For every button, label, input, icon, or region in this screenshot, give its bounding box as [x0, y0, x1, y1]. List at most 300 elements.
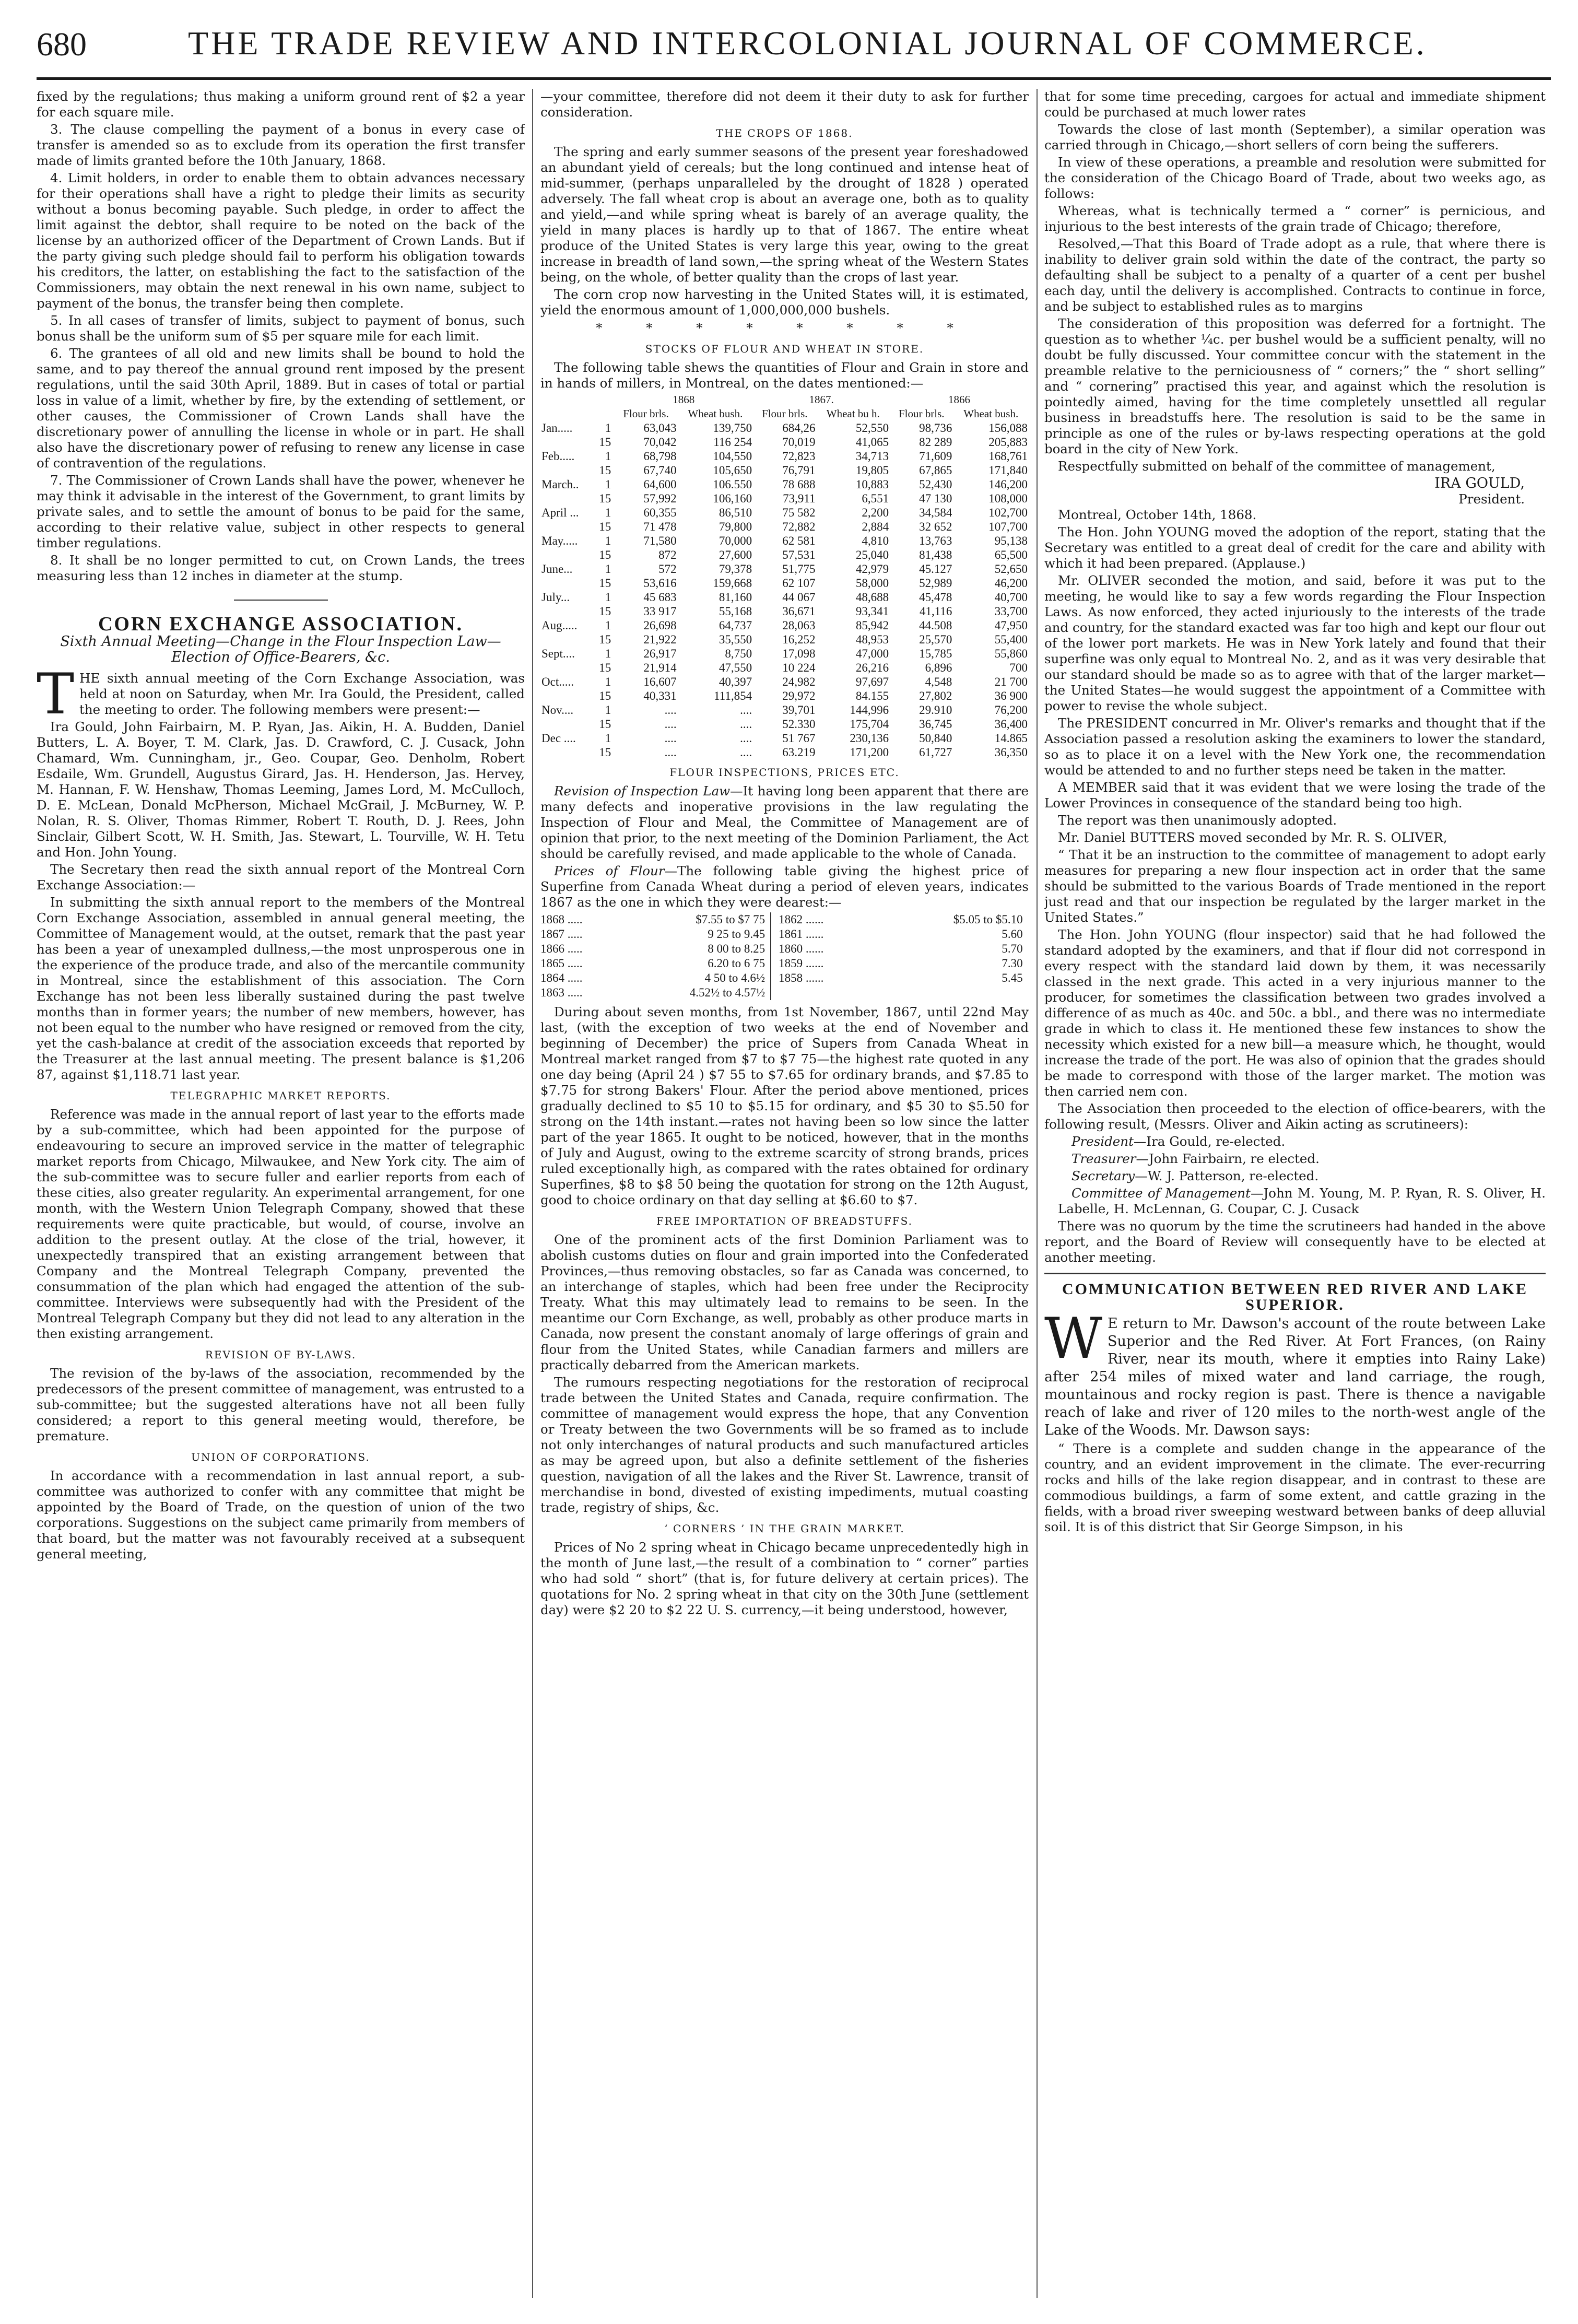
month-cell: March.. — [541, 478, 579, 491]
month-cell: Dec .... — [541, 732, 576, 745]
month-cell: Feb..... — [541, 450, 575, 463]
value-cell: .... — [664, 718, 677, 731]
month-cell: Nov.... — [541, 703, 574, 717]
price-row: 1867 ..... 9 25 to 9.45 — [540, 928, 766, 941]
year-header: 1867. — [809, 393, 834, 406]
value-cell: 98,736 — [919, 421, 952, 435]
value-cell: 45,478 — [919, 591, 952, 604]
value-cell: 44 067 — [782, 591, 816, 604]
day-cell: 15 — [599, 548, 611, 561]
value-cell: 40,700 — [994, 591, 1028, 604]
month-cell: July... — [541, 591, 570, 604]
unit-header: Flour brls. — [623, 407, 669, 420]
price-row: 1860 ...... 5.70 — [779, 942, 1023, 955]
price-row: 1865 ..... 6.20 to 6 75 — [540, 957, 766, 970]
paragraph: In accordance with a recommendation in last annual report, a sub-committee was authorized to confer with any committee that might be appointed by the Board of Trade, on the question of union of the two corporations. Suggestions on the subject came primarily from members of that board, but the matter was not favourably received at a subsequent general meeting, — [37, 1468, 525, 1562]
value-cell: 10,883 — [855, 478, 889, 491]
value-cell: 78 688 — [782, 478, 816, 491]
paragraph: The Hon. John YOUNG moved the adoption of the report, stating that the Secretary was entitled to a great deal of credit for the care and ability with which it had been prepared. (Applause.) — [1044, 524, 1546, 571]
value-cell: 40,397 — [719, 675, 752, 688]
signature-title: President. — [1458, 491, 1525, 507]
table-year-row — [540, 393, 1029, 407]
unit-header: Wheat bush. — [688, 407, 743, 420]
value-cell: 146,200 — [988, 478, 1028, 491]
value-cell: 42,979 — [855, 562, 889, 576]
day-cell: 1 — [605, 562, 611, 576]
day-cell: 1 — [605, 619, 611, 632]
paragraph: 7. The Commissioner of Crown Lands shall have the power, whenever he may think it advisable in the interest of the Government, to grant limits by private sales, and to settle the amount of bonus to be paid for the same, according to their relative value, subject in other respects to general timber regulations. — [37, 473, 525, 550]
value-cell: 104,550 — [713, 450, 752, 463]
table-row — [540, 632, 1029, 647]
value-cell: 63,043 — [643, 421, 677, 435]
unit-header: Wheat bush. — [963, 407, 1019, 420]
day-cell: 1 — [605, 450, 611, 463]
value-cell: .... — [664, 746, 677, 759]
value-cell: 102,700 — [988, 506, 1028, 519]
year-header: 1866 — [948, 393, 971, 406]
value-cell: 47,550 — [719, 661, 752, 674]
table-row — [540, 534, 1029, 548]
prices-left-column — [540, 912, 771, 1000]
day-cell: 1 — [605, 591, 611, 604]
paragraph: “ There is a complete and sudden change in the appearance of the country, and an evident improvement in the climate. The ever-recurring rocks and hills of the lake region disappear, and in contrast to these are commodious buildings, a farm of some extent, and cattle grazing in the fields, with a broad river sweeping westward between banks of deep alluvial soil. It is of this district that Sir George Simpson, in his — [1044, 1441, 1546, 1534]
value-cell: 72,882 — [782, 520, 816, 533]
value-cell: 45.127 — [919, 562, 952, 576]
table-row — [540, 491, 1029, 506]
value-cell: 6,896 — [925, 661, 952, 674]
month-cell — [540, 435, 593, 449]
value-cell: 4,810 — [862, 534, 889, 547]
value-cell: 15,785 — [919, 647, 952, 660]
value-cell: 24,982 — [782, 675, 816, 688]
price-row: 1868 ..... $7.55 to $7 75 — [540, 913, 766, 926]
value-cell: 76,791 — [782, 464, 816, 477]
value-cell: 700 — [1009, 661, 1028, 674]
month-cell: June... — [541, 562, 573, 576]
paragraph: Whereas, what is technically termed a “ corner” is pernicious, and injurious to the best interests of the grain trade of Chicago; therefore, — [1044, 203, 1546, 234]
paragraph: Montreal, October 14th, 1868. — [1058, 507, 1257, 522]
paragraph: In submitting the sixth annual report to the members of the Montreal Corn Exchange Association, assembled in annual general meeting, the Committee of Management would, at the outset, remark that the past year has been a year of unexampled dullness,—the most unprosperous one in the experience of the produce trade, and also of the mercantile community in Montreal, since the establishment of this association. The Corn Exchange has not been less liberally sustained during the past twelve months than in former years; the number of new members, however, has not been equal to the number who have resigned or removed from the city, yet the cash-balance at credit of the association exceeds that reported by the Treasurer at the last annual meeting. The present balance is $1,206 87, against $1,118.71 last year. — [37, 895, 525, 1082]
month-cell: April ... — [541, 506, 579, 519]
paragraph: The revision of the by-laws of the association, recommended by the predecessors of the present committee of management, was entrusted to a sub-committee; but the suggested alterations have not all been fully considered; a report to this general meeting would, therefore, be premature. — [37, 1366, 525, 1443]
value-cell: 39,701 — [782, 703, 816, 717]
table-row — [540, 562, 1029, 576]
value-cell: 26,216 — [855, 661, 889, 674]
table-row — [540, 463, 1029, 477]
value-cell: 62 581 — [782, 534, 816, 547]
value-cell: 16,252 — [782, 633, 816, 646]
day-cell: 15 — [599, 436, 611, 449]
value-cell: 53,616 — [643, 577, 677, 590]
article-title: CORN EXCHANGE ASSOCIATION. — [98, 613, 464, 635]
section-heading: FREE IMPORTATION OF BREADSTUFFS. — [656, 1215, 913, 1227]
value-cell: 34,584 — [919, 506, 952, 519]
value-cell: 106,160 — [713, 492, 752, 505]
value-cell: 64,737 — [719, 619, 752, 632]
month-cell — [540, 576, 593, 590]
day-cell: 1 — [605, 421, 611, 435]
value-cell: 28,063 — [782, 619, 816, 632]
value-cell: 41,065 — [855, 436, 889, 449]
value-cell: 70,042 — [643, 436, 677, 449]
value-cell: 52,650 — [994, 562, 1028, 576]
table-row — [540, 604, 1029, 618]
paragraph: “ That it be an instruction to the committee of management to adopt early measures for preparing a new flour inspection act in order that the same should be submitted to the various Boards of Trade mentioned in the report just read and that our inspection be regulated by the larger market in the United States.” — [1044, 847, 1546, 925]
value-cell: 50,840 — [919, 732, 952, 745]
value-cell: 105,650 — [713, 464, 752, 477]
officer-line: Secretary—W. J. Patterson, re-elected. — [1071, 1168, 1319, 1183]
paragraph: 4. Limit holders, in order to enable them to obtain advances necessary for their operations shall have a right to pledge their limits as security without a bonus becoming payable. Such pledge, in order to affect the limit against the debtor, shall require to be noted on the back of the license by an authorized officer of the Department of Crown Lands. But if the party giving such pledge should fail to perform his obligation towards his creditors, the latter, on establishing the fact to the satisfaction of the Commissioners, may obtain the next renewal in his own name, subject to payment of the bonus, the transfer being then complete. — [37, 170, 525, 311]
column-3 — [1044, 89, 1546, 2303]
section-heading: STOCKS OF FLOUR AND WHEAT IN STORE. — [645, 343, 924, 355]
value-cell: 27,802 — [919, 689, 952, 702]
month-cell: May..... — [541, 534, 578, 547]
day-cell: 15 — [599, 605, 611, 618]
paragraph: Prices of No 2 spring wheat in Chicago became unprecedentedly high in the month of June last,—the result of a combination to “ corner” parties who had sold “ short” (that is, for future delivery at certain prices). The quotations for No. 2 spring wheat in that city on the 30th June (settlement day) were $2 20 to $2 22 U. S. currency,—it being understood, however, — [540, 1540, 1029, 1617]
value-cell: 139,750 — [713, 421, 752, 435]
value-cell: 86,510 — [719, 506, 752, 519]
table-row — [540, 590, 1029, 604]
officer-line: President—Ira Gould, re-elected. — [1071, 1134, 1286, 1149]
paragraph: Respectfully submitted on behalf of the committee of management, — [1058, 459, 1495, 474]
value-cell: 45 683 — [643, 591, 677, 604]
value-cell: 29,972 — [782, 689, 816, 702]
value-cell: 572 — [658, 562, 677, 576]
paragraph: 3. The clause compelling the payment of a bonus in every case of transfer is amended so as to exclude from its operation the first transfer made of limits granted before the 10th January, 1868. — [37, 122, 525, 168]
value-cell: 8,750 — [725, 647, 752, 660]
page-header — [37, 15, 1551, 80]
value-cell: 44.508 — [919, 619, 952, 632]
section-heading: THE CROPS OF 1868. — [716, 127, 853, 139]
value-cell: 51 767 — [782, 732, 816, 745]
paragraph: fixed by the regulations; thus making a uniform ground rent of $2 a year for each square mile. — [37, 89, 525, 120]
paragraph: A MEMBER said that it was evident that we were losing the trade of the Lower Provinces in consequence of the standard being too high. — [1044, 780, 1546, 811]
value-cell: 81,160 — [719, 591, 752, 604]
value-cell: 57,992 — [643, 492, 677, 505]
day-cell: 15 — [599, 633, 611, 646]
day-cell: 15 — [599, 689, 611, 702]
prices-right-column — [771, 912, 1023, 1000]
value-cell: 71,609 — [919, 450, 952, 463]
drop-cap: W — [1044, 1306, 1103, 1371]
value-cell: 2,884 — [862, 520, 889, 533]
value-cell: 65,500 — [994, 548, 1028, 561]
month-cell — [540, 661, 593, 675]
value-cell: 51,775 — [782, 562, 816, 576]
value-cell: .... — [740, 718, 752, 731]
month-cell: Aug..... — [541, 619, 578, 632]
value-cell: 108,000 — [988, 492, 1028, 505]
table-row — [540, 647, 1029, 661]
article-title: COMMUNICATION BETWEEN RED RIVER AND LAKE SUPERIOR. — [1062, 1281, 1528, 1313]
price-row: 1863 ..... 4.52½ to 4.57½ — [540, 986, 766, 999]
value-cell: 47,000 — [855, 647, 889, 660]
column-1 — [37, 89, 525, 2303]
article-subtitle: Sixth Annual Meeting—Change in the Flour Inspection Law—Election of Office-Bearers, &c. — [60, 633, 501, 665]
paragraph: Mr. Daniel BUTTERS moved seconded by Mr. R. S. OLIVER, — [1058, 830, 1447, 845]
month-cell — [540, 745, 593, 759]
value-cell: 36,671 — [782, 605, 816, 618]
section-heading: FLOUR INSPECTIONS, PRICES ETC. — [669, 766, 900, 779]
table-row — [540, 618, 1029, 632]
value-cell: 33 917 — [643, 605, 677, 618]
unit-header: Wheat bu h. — [826, 407, 880, 420]
month-cell: Jan..... — [541, 421, 573, 435]
value-cell: 81,438 — [919, 548, 952, 561]
value-cell: 25,570 — [919, 633, 952, 646]
table-unit-row — [540, 407, 1029, 421]
table-row — [540, 675, 1029, 689]
value-cell: 61,727 — [919, 746, 952, 759]
value-cell: 41,116 — [920, 605, 952, 618]
value-cell: 111,854 — [714, 689, 752, 702]
column-2 — [540, 89, 1029, 2303]
value-cell: 58,000 — [855, 577, 889, 590]
value-cell: 57,531 — [782, 548, 816, 561]
value-cell: 116 254 — [713, 436, 752, 449]
month-cell — [540, 689, 593, 703]
value-cell: 52,989 — [919, 577, 952, 590]
paragraph: The Association then proceeded to the election of office-bearers, with the following result, (Messrs. Oliver and Aikin acting as scrutineers): — [1044, 1101, 1546, 1132]
day-cell: 1 — [605, 675, 611, 688]
value-cell: .... — [740, 746, 752, 759]
value-cell: 62 107 — [782, 577, 816, 590]
paragraph: 6. The grantees of all old and new limits shall be bound to hold the same, and to pay thereof the annual ground rent imposed by the present regulations, until the said 30th April, 1889. But in cases of total or partial loss in value of a limit, whether by fire, by the extending of settlement, or other causes, the Commissioner of Crown Lands shall have the discretionary power of annulling the license in whole or in part. He shall also have the discretionary power of refusing to renew any license in case of contravention of the regulations. — [37, 346, 525, 471]
paragraph: The PRESIDENT concurred in Mr. Oliver's remarks and thought that if the Association passed a resolution asking the examiners to lower the standard, so as to place it on a level with the New York one, the recommendation would be attended to and no further steps need be taken in the matter. — [1044, 715, 1546, 778]
paragraph: There was no quorum by the time the scrutineers had handed in the above report, and the Board of Review will consequently have to be elected at another meeting. — [1044, 1218, 1546, 1265]
value-cell: 171,840 — [988, 464, 1028, 477]
table-row — [540, 477, 1029, 491]
table-row — [540, 435, 1029, 449]
value-cell: 19,805 — [855, 464, 889, 477]
year-header: 1868 — [673, 393, 695, 406]
value-cell: 21 700 — [994, 675, 1028, 688]
value-cell: .... — [664, 732, 677, 745]
table-row — [540, 689, 1029, 703]
value-cell: 71 478 — [643, 520, 677, 533]
day-cell: 15 — [599, 492, 611, 505]
value-cell: 75 582 — [782, 506, 816, 519]
value-cell: 144,996 — [850, 703, 889, 717]
value-cell: 36,745 — [919, 718, 952, 731]
value-cell: 26,917 — [643, 647, 677, 660]
day-cell: 1 — [605, 647, 611, 660]
paragraph: The consideration of this proposition was deferred for a fortnight. The question as to whether ¼c. per bushel would be a sufficient penalty, will no doubt be fully discussed. Your committee concur with the statement in the preamble relative to the perniciousness of “ corners;” the “ short selling” and “ cornering” practised this year, and against which the resolution is pointedly aimed, having for the time completely unsettled all regular business in breadstuffs here. The resolution is said to be the same in principle as one of the rules or by-laws respecting operations at the gold board in the city of New York. — [1044, 316, 1546, 456]
asterisk-divider: * * * * * * * * — [596, 320, 973, 335]
value-cell: 684,26 — [782, 421, 816, 435]
value-cell: 40,331 — [643, 689, 677, 702]
month-cell — [540, 520, 593, 534]
value-cell: 71,580 — [643, 534, 677, 547]
paragraph: 5. In all cases of transfer of limits, subject to payment of bonus, such bonus shall be the uniform sum of $5 per square mile for each limit. — [37, 313, 525, 344]
table-row — [540, 703, 1029, 717]
intro-paragraph: W E return to Mr. Dawson's account of the route between Lake Superior and the Red River. At Fort Frances, (on Rainy River, near its mouth, where it empties into Rainy Lake) after 254 miles of mixed water and land carriage, the rough, mountainous and rocky region is past. There is thence a navigable reach of lake and river of 120 miles to the north-west angle of the Lake of the Woods. Mr. Dawson says: — [1044, 1306, 1546, 1438]
value-cell: 36 900 — [994, 689, 1028, 702]
column-divider — [1037, 89, 1038, 2298]
month-cell — [540, 463, 593, 477]
value-cell: 60,355 — [643, 506, 677, 519]
paragraph: The corn crop now harvesting in the United States will, it is estimated, yield the enormous amount of 1,000,000,000 bushels. — [540, 287, 1029, 318]
day-cell: 1 — [605, 703, 611, 717]
value-cell: 76,200 — [994, 703, 1028, 717]
value-cell: 159,668 — [713, 577, 752, 590]
value-cell: 64,600 — [643, 478, 677, 491]
unit-header: Flour brls. — [898, 407, 945, 420]
paragraph: The spring and early summer seasons of the present year foreshadowed an abundant yield of cereals; but the long continued and intense heat of mid-summer, (perhaps unparalleled by the drought of 1828 ) operated adversely. The fall wheat crop is about an average one, both as to quality and yield,—and while spring wheat is barely of an average quality, the yield in many places is hardly up to that of 1867. The entire wheat produce of the United States is very large this year, owing to the great increase in breadth of land sown,—the spring wheat of the Western States being, on the whole, of better quality than the crops of last year. — [540, 144, 1029, 285]
intro-paragraph: THE sixth annual meeting of the Corn Exchange Association, was held at noon on Saturday, when Mr. Ira Gould, the President, called the meeting to order. The following members were present:— — [37, 662, 525, 727]
paragraph: Reference was made in the annual report of last year to the efforts made by a sub-committee, which had been appointed for the purpose of endeavouring to secure an improved service in the matter of telegraphic market reports from Chicago, Milwaukee, and New York city. The aim of the sub-committee was to secure fuller and earlier reports from each of these cities, also greater regularity. An experimental arrangement, for one month, with the Western Union Telegraph Company, showed that these requirements were quite practicable, but would, of course, involve an addition to the present outlay. At the close of the trial, however, it unexpectedly transpired that an existing arrangement between that Company and the Montreal Telegraph Company, prevented the consummation of the plan which had engaged the attention of the sub-committee. Interviews were subsequently had with the President of the Montreal Telegraph Company but they did not lead to any alteration in the then existing arrangement. — [37, 1107, 525, 1341]
paragraph: The following table shews the quantities of Flour and Grain in store and in hands of millers, in Montreal, on the dates mentioned:— — [540, 360, 1029, 391]
table-row — [540, 449, 1029, 463]
value-cell: 29.910 — [919, 703, 952, 717]
value-cell: 55,860 — [994, 647, 1028, 660]
value-cell: 168,761 — [988, 450, 1028, 463]
value-cell: 52,550 — [855, 421, 889, 435]
value-cell: 48,953 — [855, 633, 889, 646]
table-row — [540, 717, 1029, 731]
month-cell — [540, 548, 593, 562]
value-cell: 84.155 — [855, 689, 889, 702]
value-cell: 48,688 — [855, 591, 889, 604]
value-cell: 33,700 — [994, 605, 1028, 618]
price-row: 1861 ...... 5.60 — [779, 928, 1023, 941]
value-cell: 73,911 — [783, 492, 816, 505]
value-cell: 67,865 — [919, 464, 952, 477]
paragraph: Mr. OLIVER seconded the motion, and said, before it was put to the meeting, he would like to say a few words regarding the Flour Inspection Laws. As now enforced, they acted injuriously to the interests of the trade and country, for the standard exacted was far too high and kept our flour out of the lower port markets. He was in New York lately and found that their superfine was only equal to Montreal No. 2, and as it was very desirable that our standard should be made so as to agree with that of the larger market—the United States—he would suggest the appointment of a Committee with power to revise the whole subject. — [1044, 573, 1546, 713]
paragraph: The rumours respecting negotiations for the restoration of reciprocal trade between the United States and Canada, require confirmation. The committee of management would express the hope, that any Convention or Treaty between the two Governments will be so framed as to include not only interchanges of natural products and such manufactured articles as may be agreed upon, but also a definite settlement of the fisheries question, navigation of all the lakes and the River St. Lawrence, transit of merchandise in bond, divested of existing impediments, mutual coasting trade, registry of ships, &c. — [540, 1375, 1029, 1515]
month-cell — [540, 717, 593, 731]
page-number: 680 — [37, 26, 87, 63]
price-row: 1859 ...... 7.30 — [779, 957, 1023, 970]
paragraph: 8. It shall be no longer permitted to cut, on Crown Lands, the trees measuring less than 12 inches in diameter at the stump. — [37, 553, 525, 583]
value-cell: 47 130 — [919, 492, 952, 505]
value-cell: 67,740 — [643, 464, 677, 477]
day-cell: 15 — [599, 520, 611, 533]
paragraph: Prices of Flour—The following table giving the highest price of Superfine from Canada Wheat during a period of eleven years, indicates 1867 as the one in which they were dearest:— — [540, 863, 1029, 910]
unit-header: Flour brls. — [762, 407, 808, 420]
value-cell: 46,200 — [994, 577, 1028, 590]
value-cell: 63.219 — [782, 746, 816, 759]
value-cell: 17,098 — [782, 647, 816, 660]
value-cell: 6,551 — [862, 492, 889, 505]
drop-cap: T — [37, 662, 75, 727]
value-cell: 175,704 — [850, 718, 889, 731]
section-heading: TELEGRAPHIC MARKET REPORTS. — [170, 1089, 391, 1102]
month-cell: Sept.... — [541, 647, 575, 660]
day-cell: 1 — [605, 534, 611, 547]
day-cell: 15 — [599, 746, 611, 759]
journal-title: THE TRADE REVIEW AND INTERCOLONIAL JOURNAL OF COMMERCE. — [188, 25, 1427, 62]
officer-line: Treasurer—John Fairbairn, re elected. — [1071, 1151, 1320, 1166]
price-row: 1866 ..... 8 00 to 8.25 — [540, 942, 766, 955]
day-cell: 1 — [605, 478, 611, 491]
value-cell: 25,040 — [855, 548, 889, 561]
value-cell: 21,922 — [643, 633, 677, 646]
price-row: 1858 ...... 5.45 — [779, 971, 1023, 984]
paragraph: During about seven months, from 1st November, 1867, until 22nd May last, (with the exception of two weeks at the end of November and beginning of December) the price of Supers from Canada Wheat in Montreal market ranged from $7 to $7 75—the highest rate quoted in any one day being (April 24 ) $7 55 to $7.65 for ordinary brands, and $7.85 to $7.75 for strong Bakers' Flour. After the period above mentioned, prices gradually declined to $5 10 to $5.15 for ordinary, and $5 30 to $5.50 for strong on the 14th instant.—rates not having been so low since the latter part of the year 1865. It ought to be noticed, however, that in the months of July and August, owing to the extreme scarcity of strong brands, prices ruled exceptionally high, as compared with the rates obtained for ordinary Superfines, $8 to $8 50 being the quotation for strong on the 12th August, good to choice ordinary on that day selling at $6.60 to $7. — [540, 1004, 1029, 1207]
value-cell: 52,430 — [919, 478, 952, 491]
section-heading: UNION OF CORPORATIONS. — [191, 1451, 370, 1463]
paragraph: In view of these operations, a preamble and resolution were submitted for the consideration of the Chicago Board of Trade, about two weeks ago, as follows: — [1044, 155, 1546, 201]
flour-prices-table — [540, 912, 1029, 1000]
paragraph: One of the prominent acts of the first Dominion Parliament was to abolish customs duties on flour and grain imported into the Confederated Provinces,—thus removing obstacles, so far as Canada was concerned, to an interchange of staples, which had been free under the Reciprocity Treaty. What this may ultimately lead to remains to be seen. In the meantime our Corn Exchange, as well, probably as other produce marts in Canada, now present the constant anomaly of large offerings of grain and flour from the United States, while Canadian farmers and millers are practically debarred from the American markets. — [540, 1232, 1029, 1372]
value-cell: 36,350 — [994, 746, 1028, 759]
paragraph: that for some time preceding, cargoes for actual and immediate shipment could be purchased at much lower rates — [1044, 89, 1546, 120]
value-cell: 10 224 — [782, 661, 816, 674]
value-cell: 21,914 — [643, 661, 677, 674]
value-cell: 2,200 — [862, 506, 889, 519]
price-row: 1862 ...... $5.05 to $5.10 — [779, 913, 1023, 926]
value-cell: 55,168 — [719, 605, 752, 618]
table-row — [540, 506, 1029, 520]
value-cell: 52.330 — [782, 718, 816, 731]
day-cell: 1 — [605, 506, 611, 519]
value-cell: 79,378 — [719, 562, 752, 576]
section-separator — [234, 600, 328, 601]
paragraph: —your committee, therefore did not deem it their duty to ask for further consideration. — [540, 89, 1029, 120]
value-cell: 47,950 — [994, 619, 1028, 632]
table-row — [540, 745, 1029, 759]
value-cell: 205,883 — [988, 436, 1028, 449]
price-row: 1864 ..... 4 50 to 4.6½ — [540, 971, 766, 984]
day-cell: 15 — [599, 464, 611, 477]
value-cell: 95,138 — [994, 534, 1028, 547]
members-list: Ira Gould, John Fairbairn, M. P. Ryan, Jas. Aikin, H. A. Budden, Daniel Butters, L. A. Boyer, T. M. Clark, Jas. D. Crawford, C. J. Cusack, John Chamard, Wm. Cunningham, jr., Geo. Coupar, Geo. Denholm, Robert Esdaile, Wm. Grundell, Augustus Girard, Jas. H. Henderson, Jas. Hervey, M. Hannan, F. W. Henshaw, Thomas Leeming, James Lord, M. McCulloch, D. E. McLean, Donald McPherson, Michael McGrail, J. McBurney, W. P. Nolan, R. S. Oliver, Thomas Rimmer, Robert T. Routh, D. J. Rees, John Sinclair, Gilbert Scott, W. H. Smith, Jas. Stewart, L. Tourville, W. H. Tetu and Hon. John Young. — [37, 719, 525, 860]
month-cell — [540, 632, 593, 647]
signature-name: IRA GOULD, — [1434, 475, 1525, 491]
value-cell: 36,400 — [994, 718, 1028, 731]
value-cell: 4,548 — [925, 675, 952, 688]
value-cell: 107,700 — [988, 520, 1028, 533]
value-cell: .... — [740, 732, 752, 745]
paragraph: Revision of Inspection Law—It having long been apparent that there are many defects and inoperative provisions in the law regulating the Inspection of Flour and Meal, the Committee of Management are of opinion that prior, to the next meeting of the Dominion Parliament, the Act should be carefully revised, and made applicable to the whole of Canada. — [540, 783, 1029, 861]
value-cell: 70,000 — [719, 534, 752, 547]
value-cell: 97,697 — [855, 675, 889, 688]
table-row — [540, 661, 1029, 675]
paragraph: Resolved,—That this Board of Trade adopt as a rule, that where there is inability to deliver grain sold within the date of the contract, the party so defaulting shall be subject to a penalty of a quarter of a cent per bushel each day, until the delivery is accomplished. Contracts to continue in force, and be subject to established rules as to margins — [1044, 236, 1546, 314]
value-cell: 55,400 — [994, 633, 1028, 646]
value-cell: 79,800 — [719, 520, 752, 533]
day-cell: 1 — [605, 732, 611, 745]
value-cell: 872 — [658, 548, 677, 561]
month-cell: Oct..... — [541, 675, 574, 688]
stocks-table — [540, 393, 1029, 759]
day-cell: 15 — [599, 661, 611, 674]
value-cell: 13,763 — [919, 534, 952, 547]
value-cell: .... — [740, 703, 752, 717]
value-cell: 27,600 — [719, 548, 752, 561]
value-cell: 106.550 — [713, 478, 752, 491]
value-cell: 156,088 — [988, 421, 1028, 435]
month-cell — [540, 604, 593, 618]
value-cell: 14.865 — [994, 732, 1028, 745]
section-heading: ‘ CORNERS ’ IN THE GRAIN MARKET. — [664, 1522, 905, 1535]
column-divider — [532, 89, 533, 2298]
table-row — [540, 548, 1029, 562]
value-cell: 34,713 — [855, 450, 889, 463]
value-cell: 26,698 — [643, 619, 677, 632]
value-cell: 16,607 — [643, 675, 677, 688]
day-cell: 15 — [599, 577, 611, 590]
section-heading: REVISION OF BY-LAWS. — [205, 1348, 357, 1361]
value-cell: 171,200 — [850, 746, 889, 759]
officer-line: Committee of Management—John M. Young, M. P. Ryan, R. S. Oliver, H. Labelle, H. McLennan, G. Coupar, C. J. Cusack — [1058, 1186, 1546, 1216]
value-cell: 82 289 — [919, 436, 952, 449]
paragraph: The Secretary then read the sixth annual report of the Montreal Corn Exchange Association:— — [37, 862, 525, 893]
value-cell: 35,550 — [719, 633, 752, 646]
value-cell: 70,019 — [782, 436, 816, 449]
value-cell: 230,136 — [850, 732, 889, 745]
